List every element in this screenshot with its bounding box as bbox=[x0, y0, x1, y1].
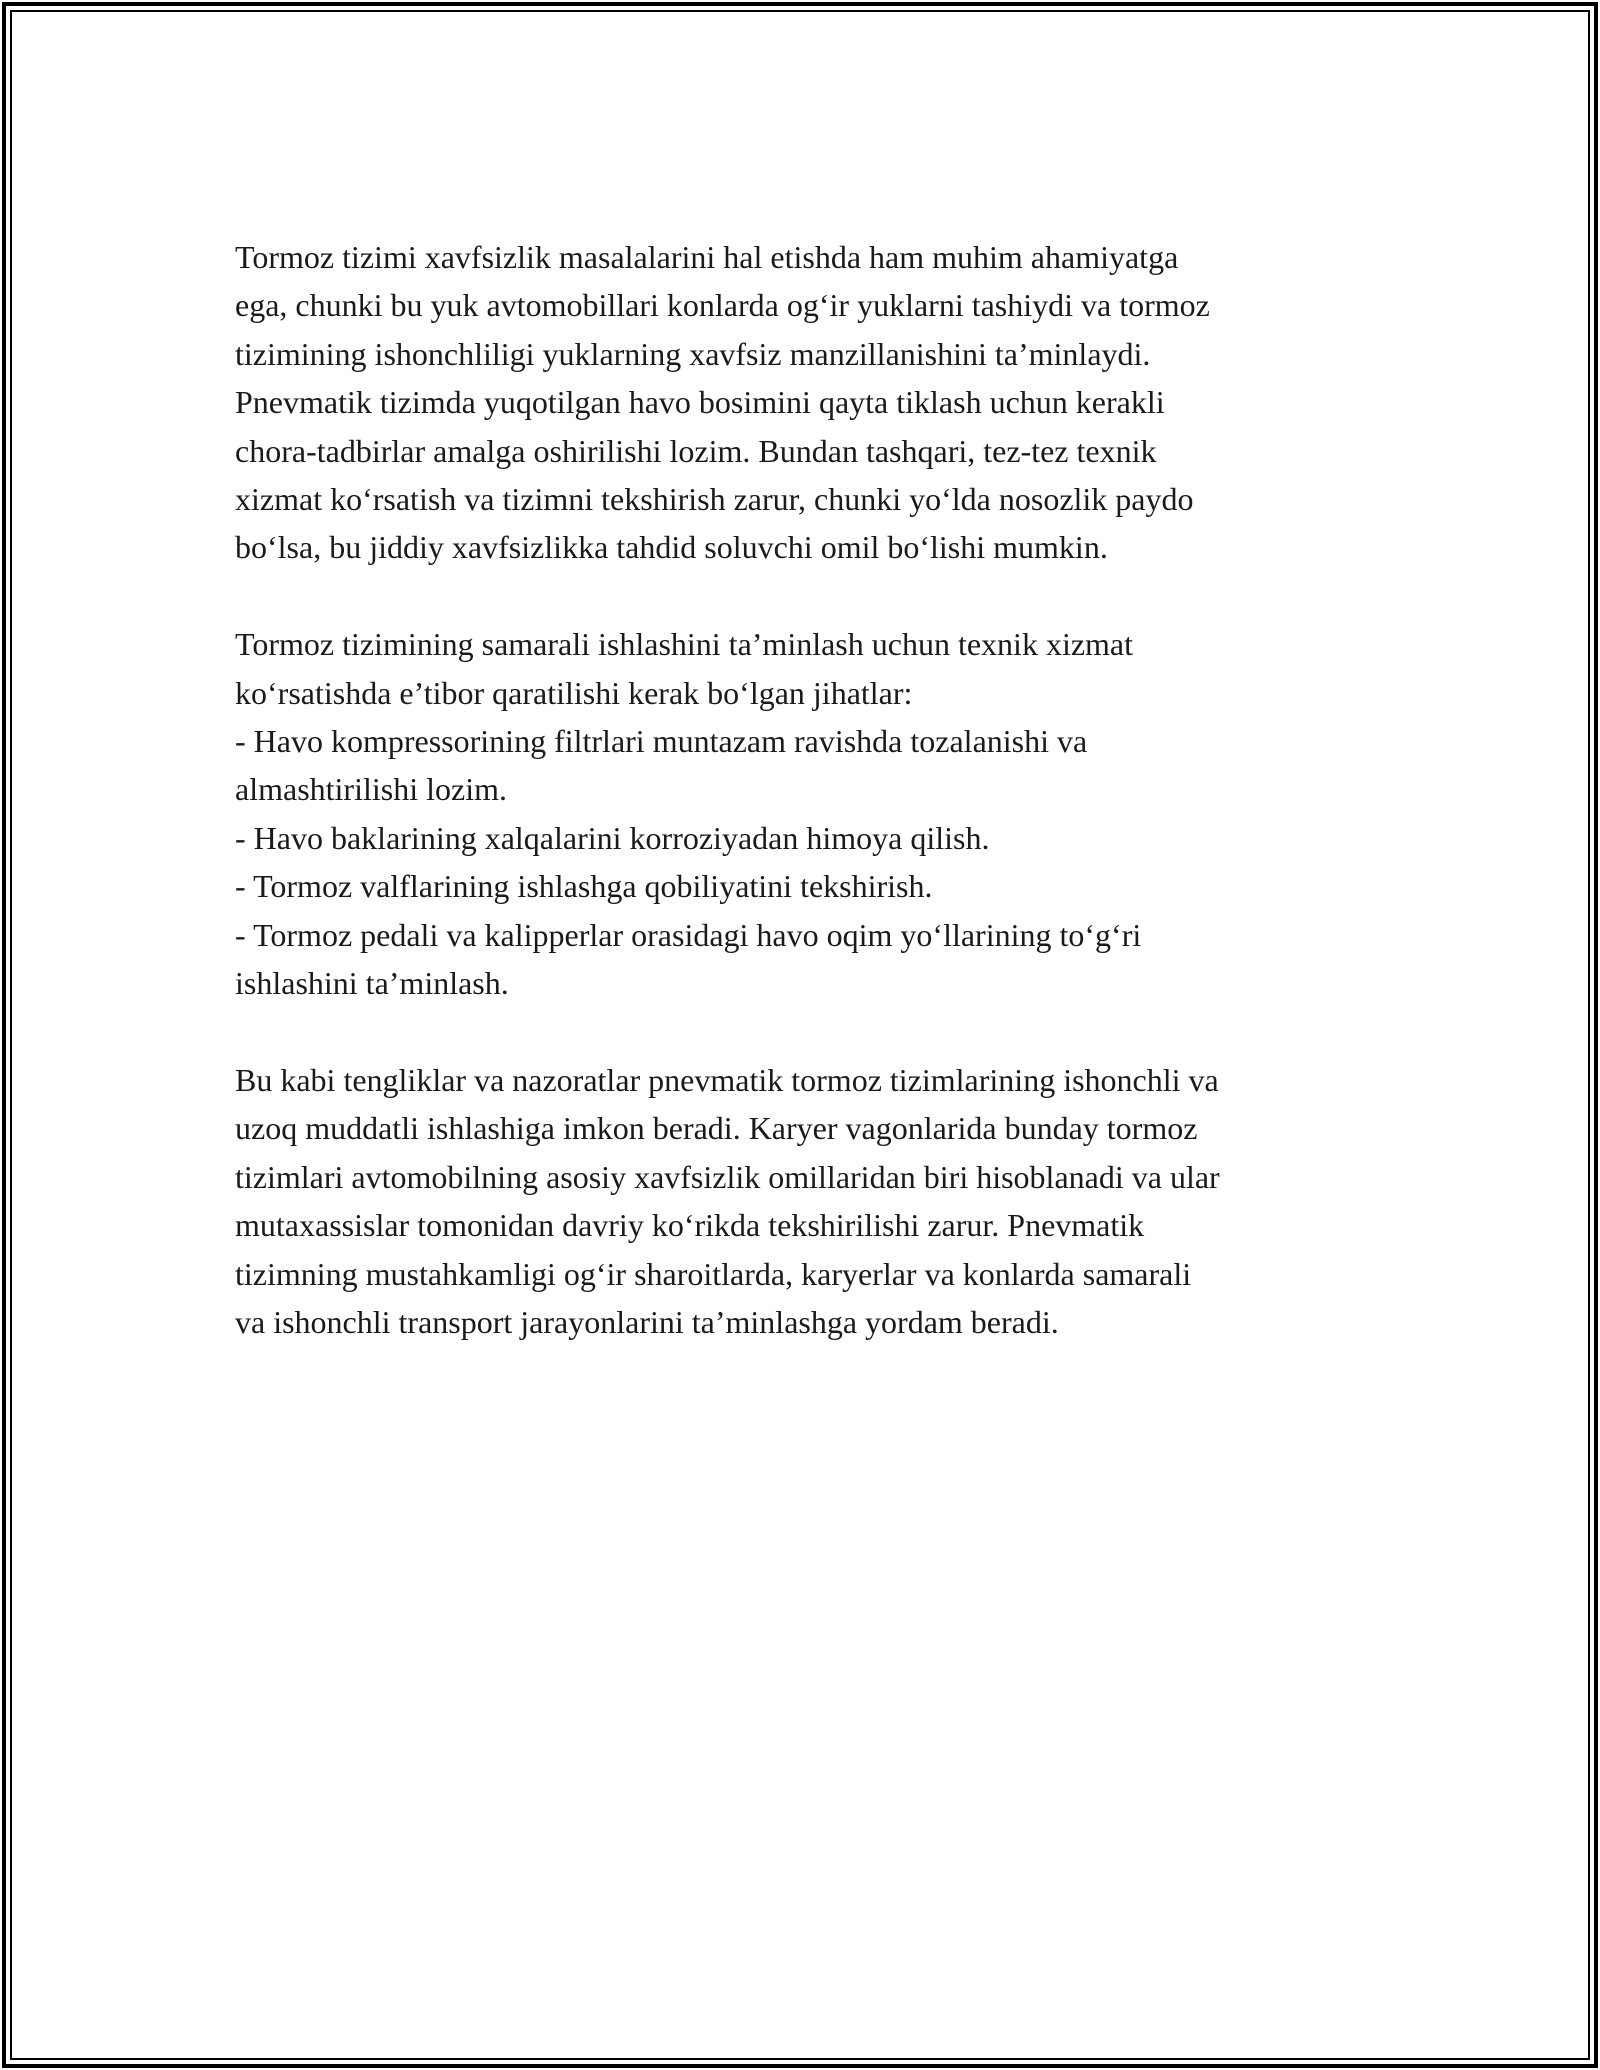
text-line: xizmat ko‘rsatish va tizimni tekshirish zarur, chunki yo‘lda nosozlik paydo bbox=[235, 481, 1194, 518]
paragraph-conclusion bbox=[235, 1056, 1375, 1346]
text-line: bo‘lsa, bu jiddiy xavfsizlikka tahdid soluvchi omil bo‘lishi mumkin. bbox=[235, 529, 1108, 566]
text-line: Pnevmatik tizimda yuqotilgan havo bosimini qayta tiklash uchun kerakli bbox=[235, 384, 1165, 421]
document-body bbox=[235, 233, 1375, 1395]
paragraph-safety bbox=[235, 233, 1375, 572]
text-line: Tormoz tizimining samarali ishlashini ta’minlash uchun texnik xizmat bbox=[235, 626, 1134, 663]
text-line: tizimining ishonchliligi yuklarning xavfsiz manzillanishini ta’minlaydi. bbox=[235, 335, 1151, 372]
list-item: - Tormoz pedali va kalipperlar orasidagi havo oqim yo‘llarining to‘g‘ri bbox=[235, 916, 1142, 953]
text-line: Bu kabi tengliklar va nazoratlar pnevmatik tormoz tizimlarining ishonchli va bbox=[235, 1061, 1219, 1098]
list-item: - Havo baklarining xalqalarini korroziyadan himoya qilish. bbox=[235, 819, 990, 856]
list-item-continuation: ishlashini ta’minlash. bbox=[235, 965, 509, 1002]
text-line: tizimlari avtomobilning asosiy xavfsizlik omillaridan biri hisoblanadi va ular bbox=[235, 1158, 1220, 1195]
paragraph-maintenance-list bbox=[235, 620, 1375, 1007]
text-line: mutaxassislar tomonidan davriy ko‘rikda tekshirilishi zarur. Pnevmatik bbox=[235, 1207, 1145, 1244]
text-line: chora-tadbirlar amalga oshirilishi lozim. Bundan tashqari, tez-tez texnik bbox=[235, 432, 1157, 469]
list-item-continuation: almashtirilishi lozim. bbox=[235, 771, 507, 808]
text-line: Tormoz tizimi xavfsizlik masalalarini hal etishda ham muhim ahamiyatga bbox=[235, 239, 1179, 275]
text-line: uzoq muddatli ishlashiga imkon beradi. Karyer vagonlarida bunday tormoz bbox=[235, 1110, 1198, 1147]
text-line: ko‘rsatishda e’tibor qaratilishi kerak bo‘lgan jihatlar: bbox=[235, 674, 913, 711]
list-item: - Havo kompressorining filtrlari muntazam ravishda tozalanishi va bbox=[235, 723, 1088, 760]
text-line: tizimning mustahkamligi og‘ir sharoitlarda, karyerlar va konlarda samarali bbox=[235, 1255, 1192, 1292]
list-item: - Tormoz valflarining ishlashga qobiliyatini tekshirish. bbox=[235, 868, 933, 905]
text-line: ega, chunki bu yuk avtomobillari konlarda og‘ir yuklarni tashiydi va tormoz bbox=[235, 287, 1210, 324]
text-line: va ishonchli transport jarayonlarini ta’minlashga yordam beradi. bbox=[235, 1303, 1059, 1340]
